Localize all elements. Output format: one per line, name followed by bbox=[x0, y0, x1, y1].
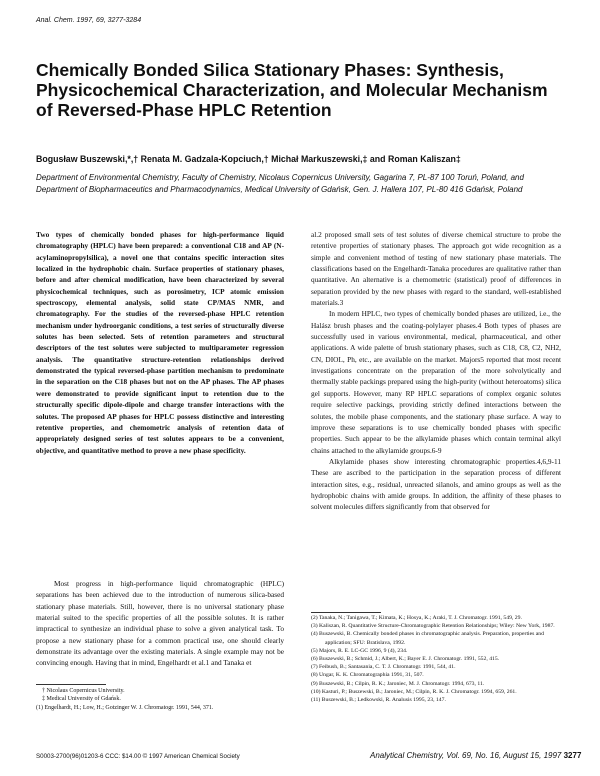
affiliations: Department of Environmental Chemistry, Faculty of Chemistry, Nicolaus Copernicus University, Gagarina 7, PL-87 100 Toruń, Poland, and Department of Biopharmaceutics and Pharmacodynamics, Medical University of Gdańsk, Gen. J. Hallera 107, PL-80 416 Gdańsk, Poland bbox=[36, 173, 524, 194]
page-title: Chemically Bonded Silica Stationary Phases: Synthesis, Physicochemical Characterization, and Molecular Mechanism of Reversed-Phase HPLC Retention bbox=[36, 60, 548, 120]
running-header bbox=[36, 17, 141, 24]
body-paragraph: al.2 proposed small sets of test solutes of diverse chemical structure to probe the retentive properties of stationary phases. The approach got wide recognition as a simple and convenient method of testing of new stationary phase materials. The classifications based on the Engelhardt-Tanaka procedures are qualitative rather than quantitative. An alternative is a chemometric (statistical) proof of differences in separation provided by the new phases with regard to the standard, well-established materials.3 bbox=[311, 230, 561, 308]
body-paragraph: In modern HPLC, two types of chemically bonded phases are utilized, i.e., the Halász brush phases and the coating-polylayer phases.4 Both types of phases are successfully used in various environmental, medical, pharmaceutical, and other applications. A wide palette of brush stationary phases, such as C18, C8, C2, NH2, CN, DIOL, Ph, etc., are available on the market. Majors5 reported that most recent investigations concentrate on the preparation of the more solvolytically and thermally stable packings prepared using the high-purity (without heteroatoms) silica gel supports. However, many RP HPLC separations of complex organic solutes require selective packings, providing strictly defined interactions between the solutes, the mobile phase components, and the stationary phase surface. A way to improve these separations is to use chemically bonded phases with specific properties. Such appear to be the alkylamide phases which contain terminal alkyl chains attached to the alkylamide groups.6-9 bbox=[311, 309, 561, 455]
year-pages: 1997, 69, 3277-3284 bbox=[76, 17, 142, 24]
right-column bbox=[311, 229, 561, 513]
reference-item: (2) Tanaka, N.; Tanigawa, T.; Kimata, K.; Hosya, K.; Araki, T. J. Chromatogr. 1991, 549, 29. bbox=[311, 615, 522, 621]
reference-item: (8) Ungar, K. K. Chromatographia 1991, 31, 507. bbox=[311, 672, 424, 679]
footnote: † Nicolaus Copernicus University. bbox=[42, 688, 125, 694]
reference-item: (9) Buszewski, B.; Cilpin, R. K.; Jaroniec, M. J. Chromatogr. 1994, 673, 11. bbox=[311, 680, 485, 687]
reference-item: (7) Feibush, B.; Santasania, C. T. J. Chromatogr. 1991, 544, 41. bbox=[311, 664, 456, 671]
body-paragraph: Alkylamide phases show interesting chromatographic properties.4,6,9-11 These are ascribed to the participation in the separation process of different interaction sites, e.g., residual, unreacted silanols, and amino groups as well as the hydrophobic chains with amide groups. In addition, the affinity of these phases to solvent molecules differs significantly from that observed for bbox=[311, 456, 561, 512]
footnote: (1) Engelhardt, H.; Low, H.; Gotzinger W. J. Chromatogr. 1991, 544, 371. bbox=[36, 704, 214, 711]
footnotes-left bbox=[36, 687, 284, 712]
intro-paragraph: Most progress in high-performance liquid chromatographic (HPLC) separations has been achieved due to the introduction of numerous silica-based stationary phase materials. Still, however, there is no universal stationary phase material suited to the specific properties of all the possible solutes. It is rather impractical to synthesize an individual phase to solve a given analytical task. To propose a new stationary phase for a common practical use, one should clearly demonstrate its advantage over the existing materials. A single example may not be convincing enough. Having that in mind, Engelhardt et al.1 and Tanaka et bbox=[36, 579, 284, 668]
abstract: Two types of chemically bonded phases for high-performance liquid chromatography (HPLC) have been prepared: a conventional C18 and AP (N-acylaminopropylsilica), a novel one that contains specific interaction sites localized in the hydrophobic chain. Surface properties of stationary phases, before and after chemical modification, have been characterized by several physicochemical techniques, such as porosimetry, ICP atomic emission spectroscopy, elemental analysis, solid state CP/MAS NMR, and chromatography. For the studies of the reversed-phase HPLC retention mechanism under hydroorganic conditions, a test series of structurally diverse solutes has been selected. Sets of retention parameters and structural descriptors of the test solutes were subjected to multiparameter regression analysis. The quantitative structure-retention relationships derived demonstrated the typical reversed-phase partition mechanism to predominate in the separation on the C18 phases but not on the AP phases. The AP phases were demonstrated to provide significant input to retention due to the structurally specific dipole-dipole and charge transfer interactions with the solutes. The proposed AP phases for HPLC possess distinctive and interesting retentive properties, and chemometric analysis of retention data of appropriately designed series of test solutes appears to be a convenient, objective, and quantitative method to prove a new phase specificity. bbox=[36, 230, 284, 455]
footnote-rule bbox=[36, 684, 106, 685]
journal-abbrev: Anal. Chem. bbox=[36, 17, 75, 24]
reference-rule bbox=[311, 612, 381, 613]
reference-item: (4) Buszewski, B. Chemically bonded phases in chromatographic analysis. Preparation, properties and application; SFU: Bratislava, 1992. bbox=[311, 631, 544, 646]
reference-item: (10) Kasturi, P.; Buszewski, B.; Jaroniec, M.; Cilpin, R. K. J. Chromatogr. 1994, 659, 261. bbox=[311, 688, 517, 695]
reference-list bbox=[311, 614, 561, 704]
reference-item: (6) Buszewski, B.; Schmid, J.; Albert, K.; Bayer E. J. Chromatogr. 1991, 552, 415. bbox=[311, 656, 500, 663]
journal-citation: Analytical Chemistry, Vol. 69, No. 16, August 15, 1997 bbox=[370, 751, 562, 760]
reference-item: (5) Majors, R. E. LC-GC 1996, 9 (4), 234. bbox=[311, 647, 408, 654]
page-number: 3277 bbox=[563, 751, 582, 760]
copyright-line: S0003-2700(96)01203-6 CCC: $14.00 © 1997 American Chemical Society bbox=[36, 753, 240, 760]
author-list: Bogusław Buszewski,*,† Renata M. Gadzala-Kopciuch,† Michał Markuszewski,‡ and Roman Kaliszan‡ bbox=[36, 154, 461, 164]
footnote: ‡ Medical University of Gdańsk. bbox=[42, 696, 121, 703]
reference-item: (3) Kaliszan, R. Quantitative Structure-Chromatographic Retention Relationships; Wiley: New York, 1987. bbox=[311, 623, 555, 630]
journal-footer bbox=[370, 751, 581, 760]
reference-item: (11) Buszewski, B.; Ledkowski, R. Analusis 1995, 23, 147. bbox=[311, 697, 446, 704]
